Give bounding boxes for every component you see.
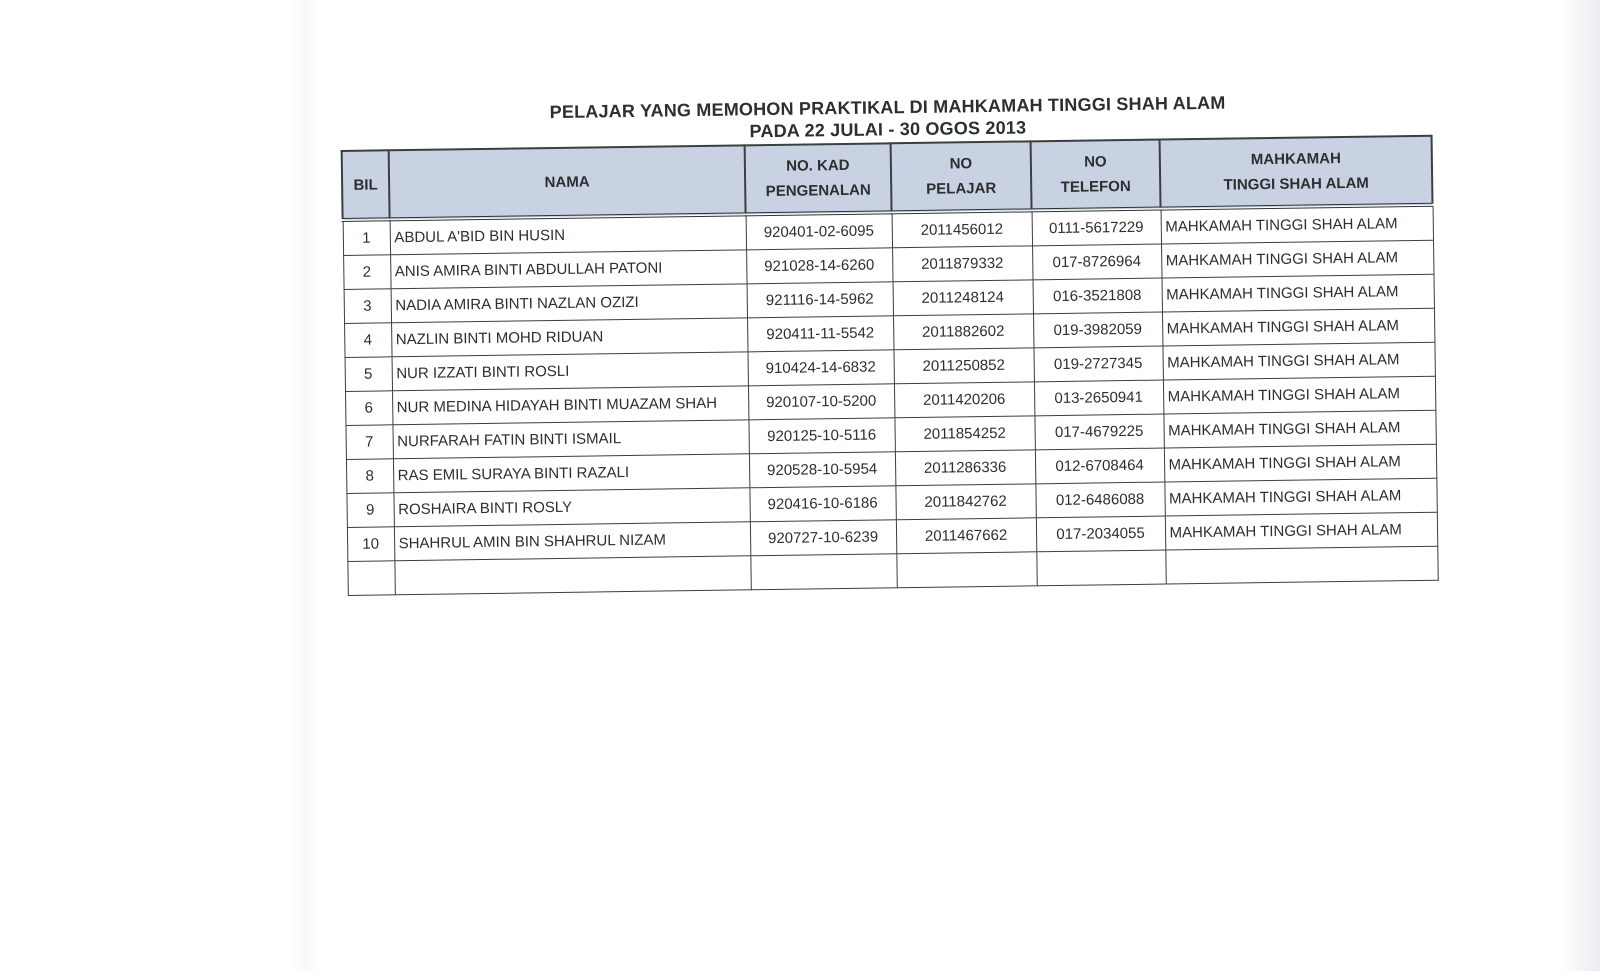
cell-no-kad: 920107-10-5200 — [748, 384, 894, 420]
cell-bil: 9 — [346, 493, 393, 528]
cell-mahkamah: MAHKAMAH TINGGI SHAH ALAM — [1162, 274, 1434, 312]
cell-no-pelajar: 2011882602 — [893, 314, 1033, 350]
cell-bil: 3 — [344, 289, 391, 324]
cell-no-telefon: 012-6708464 — [1035, 448, 1164, 484]
cell-bil: 1 — [343, 219, 390, 255]
student-roster-table — [341, 135, 1439, 596]
cell-no-kad: 920727-10-6239 — [750, 520, 896, 556]
cell-bil: 4 — [344, 323, 391, 358]
cell-empty — [1165, 546, 1437, 584]
cell-no-pelajar: 2011286336 — [895, 450, 1035, 486]
cell-empty — [750, 554, 896, 590]
cell-mahkamah: MAHKAMAH TINGGI SHAH ALAM — [1161, 205, 1433, 244]
cell-empty — [347, 561, 394, 596]
cell-bil: 2 — [343, 255, 390, 290]
header-no-telefon — [1031, 140, 1161, 211]
cell-nama: ANIS AMIRA BINTI ABDULLAH PATONI — [390, 250, 746, 289]
cell-empty — [394, 556, 750, 595]
cell-bil: 7 — [345, 425, 392, 460]
cell-nama: NUR IZZATI BINTI ROSLI — [392, 352, 748, 391]
cell-nama: ABDUL A'BID BIN HUSIN — [390, 214, 746, 254]
cell-bil: 10 — [347, 527, 394, 562]
cell-mahkamah: MAHKAMAH TINGGI SHAH ALAM — [1162, 342, 1434, 380]
title-line-1: PELAJAR YANG MEMOHON PRAKTIKAL DI MAHKAMAH TINGGI SHAH ALAM — [549, 92, 1226, 123]
cell-no-kad: 921116-14-5962 — [747, 282, 893, 318]
cell-mahkamah: MAHKAMAH TINGGI SHAH ALAM — [1164, 478, 1436, 516]
header-no-pelajar-line1: NO — [949, 155, 973, 173]
cell-no-kad: 910424-14-6832 — [748, 350, 894, 386]
cell-no-pelajar: 2011879332 — [892, 246, 1032, 282]
cell-no-pelajar: 2011456012 — [892, 210, 1032, 247]
cell-no-pelajar: 2011467662 — [896, 518, 1036, 554]
cell-mahkamah: MAHKAMAH TINGGI SHAH ALAM — [1163, 410, 1435, 448]
cell-nama: NUR MEDINA HIDAYAH BINTI MUAZAM SHAH — [392, 386, 748, 425]
cell-no-kad: 920528-10-5954 — [749, 452, 895, 488]
title-line-2: PADA 22 JULAI - 30 OGOS 2013 — [749, 117, 1027, 142]
cell-mahkamah: MAHKAMAH TINGGI SHAH ALAM — [1161, 240, 1433, 278]
header-mahkamah — [1160, 136, 1433, 209]
scanned-document — [340, 89, 1442, 596]
cell-no-telefon: 012-6486088 — [1035, 482, 1164, 518]
header-nama: NAMA — [389, 145, 746, 219]
header-bil: BIL — [342, 150, 390, 220]
header-no-kad-line1: NO. KAD — [786, 156, 850, 175]
cell-no-telefon: 013-2650941 — [1034, 380, 1163, 416]
cell-no-telefon: 019-2727345 — [1033, 346, 1162, 382]
cell-no-telefon: 017-2034055 — [1036, 516, 1165, 552]
cell-mahkamah: MAHKAMAH TINGGI SHAH ALAM — [1164, 444, 1436, 482]
header-mahkamah-line1: MAHKAMAH — [1250, 150, 1341, 169]
header-no-telefon-line1: NO — [1084, 153, 1107, 171]
header-no-pelajar-line2: PELAJAR — [926, 179, 997, 198]
header-no-kad-line2: PENGENALAN — [765, 181, 871, 201]
cell-nama: NAZLIN BINTI MOHD RIDUAN — [391, 318, 747, 357]
cell-no-telefon: 019-3982059 — [1033, 312, 1162, 348]
cell-empty — [896, 552, 1036, 588]
header-no-telefon-line2: TELEFON — [1060, 177, 1131, 196]
cell-no-kad: 920125-10-5116 — [748, 418, 894, 454]
header-mahkamah-line2: TINGGI SHAH ALAM — [1223, 174, 1369, 194]
cell-nama: RAS EMIL SURAYA BINTI RAZALI — [393, 454, 749, 493]
table-body — [343, 205, 1438, 596]
cell-no-telefon: 0111-5617229 — [1032, 209, 1161, 246]
cell-no-pelajar: 2011842762 — [895, 484, 1035, 520]
cell-bil: 5 — [345, 357, 392, 392]
cell-nama: ROSHAIRA BINTI ROSLY — [393, 488, 749, 527]
cell-no-pelajar: 2011854252 — [894, 416, 1034, 452]
cell-mahkamah: MAHKAMAH TINGGI SHAH ALAM — [1162, 308, 1434, 346]
cell-no-pelajar: 2011248124 — [893, 280, 1033, 316]
cell-no-telefon: 017-8726964 — [1032, 244, 1161, 280]
header-no-pelajar — [891, 141, 1032, 212]
cell-nama: NURFARAH FATIN BINTI ISMAIL — [392, 420, 748, 459]
cell-no-kad: 921028-14-6260 — [746, 248, 892, 284]
cell-mahkamah: MAHKAMAH TINGGI SHAH ALAM — [1165, 512, 1437, 550]
cell-no-pelajar: 2011250852 — [893, 348, 1033, 384]
cell-nama: NADIA AMIRA BINTI NAZLAN OZIZI — [391, 284, 747, 323]
cell-mahkamah: MAHKAMAH TINGGI SHAH ALAM — [1163, 376, 1435, 414]
cell-bil: 6 — [345, 391, 392, 426]
cell-bil: 8 — [346, 459, 393, 494]
scan-shadow — [290, 0, 320, 971]
scan-edge — [1560, 0, 1600, 971]
cell-no-kad: 920416-10-6186 — [749, 486, 895, 522]
cell-no-pelajar: 2011420206 — [894, 382, 1034, 418]
cell-no-telefon: 017-4679225 — [1034, 414, 1163, 450]
cell-nama: SHAHRUL AMIN BIN SHAHRUL NIZAM — [394, 522, 750, 561]
cell-no-kad: 920401-02-6095 — [746, 212, 892, 250]
cell-no-telefon: 016-3521808 — [1033, 278, 1162, 314]
cell-empty — [1036, 550, 1165, 586]
header-no-kad — [745, 143, 892, 214]
cell-no-kad: 920411-11-5542 — [747, 316, 893, 352]
